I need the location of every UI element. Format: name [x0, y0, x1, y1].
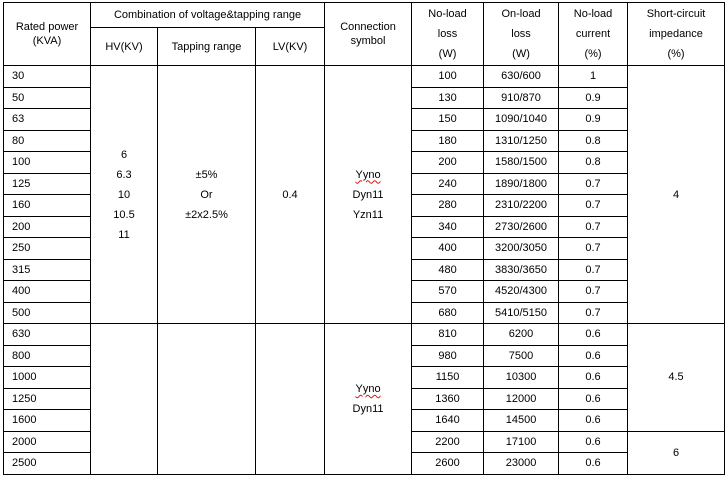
header-onload-loss: On-load loss (W)	[484, 3, 559, 66]
cell-onload-loss: 10300	[484, 367, 559, 389]
cell-connection-group-2-line: Yyno	[355, 382, 381, 395]
cell-onload-loss: 910/870	[484, 87, 559, 109]
cell-onload-loss: 12000	[484, 388, 559, 410]
cell-hv-line: 11	[118, 228, 130, 241]
cell-rated-power: 2500	[4, 453, 91, 475]
header-tapping-range: Tapping range	[158, 28, 256, 66]
cell-noload-loss: 180	[412, 130, 484, 152]
cell-noload-loss: 150	[412, 109, 484, 131]
cell-rated-power: 250	[4, 238, 91, 260]
cell-hv	[91, 66, 158, 324]
cell-onload-loss: 6200	[484, 324, 559, 346]
header-noload-loss: No-load loss (W)	[412, 3, 484, 66]
cell-onload-loss: 630/600	[484, 66, 559, 88]
cell-noload-current: 0.6	[559, 431, 628, 453]
cell-hv-line: 10.5	[113, 208, 135, 221]
cell-connection-group-2-line: Dyn11	[352, 402, 384, 415]
cell-noload-loss: 680	[412, 302, 484, 324]
cell-rated-power: 160	[4, 195, 91, 217]
cell-rated-power: 125	[4, 173, 91, 195]
cell-onload-loss: 4520/4300	[484, 281, 559, 303]
cell-rated-power: 800	[4, 345, 91, 367]
header-noload-current: No-load current (%)	[559, 3, 628, 66]
cell-noload-loss: 2200	[412, 431, 484, 453]
cell-connection-group-2	[325, 324, 412, 475]
cell-noload-current: 0.8	[559, 152, 628, 174]
cell-noload-loss: 810	[412, 324, 484, 346]
cell-onload-loss: 3200/3050	[484, 238, 559, 260]
cell-rated-power: 30	[4, 66, 91, 88]
header-lv: LV(KV)	[256, 28, 325, 66]
header-impedance: Short-circuit impedance (%)	[628, 3, 725, 66]
cell-onload-loss: 1310/1250	[484, 130, 559, 152]
cell-onload-loss: 1580/1500	[484, 152, 559, 174]
cell-rated-power: 200	[4, 216, 91, 238]
cell-noload-current: 0.9	[559, 109, 628, 131]
cell-onload-loss: 5410/5150	[484, 302, 559, 324]
cell-noload-current: 0.7	[559, 259, 628, 281]
cell-noload-loss: 570	[412, 281, 484, 303]
cell-onload-loss: 3830/3650	[484, 259, 559, 281]
cell-noload-current: 0.8	[559, 130, 628, 152]
cell-tapping-range-line: Or	[200, 188, 213, 201]
cell-noload-loss: 480	[412, 259, 484, 281]
cell-lv: 0.4	[256, 66, 325, 324]
cell-tapping-range-line: ±5%	[195, 168, 218, 181]
cell-noload-loss: 980	[412, 345, 484, 367]
cell-tapping-range	[158, 66, 256, 324]
header-connection-symbol: Connection symbol	[325, 3, 412, 66]
cell-noload-current: 0.7	[559, 281, 628, 303]
cell-noload-loss: 1150	[412, 367, 484, 389]
cell-rated-power: 1000	[4, 367, 91, 389]
cell-onload-loss: 1890/1800	[484, 173, 559, 195]
cell-rated-power: 2000	[4, 431, 91, 453]
cell-onload-loss: 17100	[484, 431, 559, 453]
cell-onload-loss: 2730/2600	[484, 216, 559, 238]
cell-tapping-range-line: ±2x2.5%	[185, 208, 228, 221]
cell-noload-current: 0.6	[559, 367, 628, 389]
table-row	[4, 66, 725, 88]
cell-rated-power: 630	[4, 324, 91, 346]
cell-noload-current: 0.6	[559, 410, 628, 432]
cell-rated-power: 1250	[4, 388, 91, 410]
cell-hv-blank	[91, 324, 158, 475]
cell-noload-current: 0.6	[559, 345, 628, 367]
cell-noload-current: 0.6	[559, 388, 628, 410]
cell-rated-power: 63	[4, 109, 91, 131]
cell-connection-group-1-line: Yyno	[355, 168, 381, 181]
cell-noload-loss: 340	[412, 216, 484, 238]
cell-noload-loss: 400	[412, 238, 484, 260]
cell-noload-current: 0.7	[559, 216, 628, 238]
cell-hv-line: 10	[117, 188, 131, 201]
cell-noload-loss: 1360	[412, 388, 484, 410]
cell-noload-loss: 130	[412, 87, 484, 109]
cell-tapping-blank	[158, 324, 256, 475]
cell-onload-loss: 7500	[484, 345, 559, 367]
cell-noload-current: 0.7	[559, 238, 628, 260]
cell-onload-loss: 23000	[484, 453, 559, 475]
cell-noload-loss: 2600	[412, 453, 484, 475]
cell-noload-current: 0.9	[559, 87, 628, 109]
cell-rated-power: 100	[4, 152, 91, 174]
cell-connection-group-1	[325, 66, 412, 324]
cell-noload-loss: 200	[412, 152, 484, 174]
cell-noload-loss: 1640	[412, 410, 484, 432]
cell-connection-group-1-line: Yzn11	[352, 208, 384, 221]
cell-hv-line: 6.3	[116, 168, 132, 181]
transformer-spec-table	[3, 2, 725, 475]
table-row	[4, 324, 725, 346]
cell-connection-group-1-line: Dyn11	[352, 188, 384, 201]
cell-onload-loss: 2310/2200	[484, 195, 559, 217]
cell-rated-power: 500	[4, 302, 91, 324]
cell-noload-current: 1	[559, 66, 628, 88]
cell-noload-loss: 280	[412, 195, 484, 217]
cell-impedance: 4	[628, 66, 725, 324]
cell-rated-power: 400	[4, 281, 91, 303]
cell-rated-power: 1600	[4, 410, 91, 432]
cell-impedance: 6	[628, 431, 725, 474]
table-body	[4, 66, 725, 475]
cell-impedance: 4.5	[628, 324, 725, 432]
cell-hv-line: 6	[120, 148, 128, 161]
header-combination: Combination of voltage&tapping range	[91, 3, 325, 28]
header-hv: HV(KV)	[91, 28, 158, 66]
cell-noload-loss: 100	[412, 66, 484, 88]
header-rated-power: Rated power (KVA)	[4, 3, 91, 66]
cell-noload-current: 0.6	[559, 453, 628, 475]
cell-rated-power: 315	[4, 259, 91, 281]
cell-lv-blank	[256, 324, 325, 475]
cell-onload-loss: 14500	[484, 410, 559, 432]
cell-noload-current: 0.7	[559, 302, 628, 324]
cell-noload-current: 0.7	[559, 195, 628, 217]
cell-rated-power: 80	[4, 130, 91, 152]
cell-noload-current: 0.7	[559, 173, 628, 195]
cell-rated-power: 50	[4, 87, 91, 109]
cell-onload-loss: 1090/1040	[484, 109, 559, 131]
cell-noload-current: 0.6	[559, 324, 628, 346]
cell-noload-loss: 240	[412, 173, 484, 195]
